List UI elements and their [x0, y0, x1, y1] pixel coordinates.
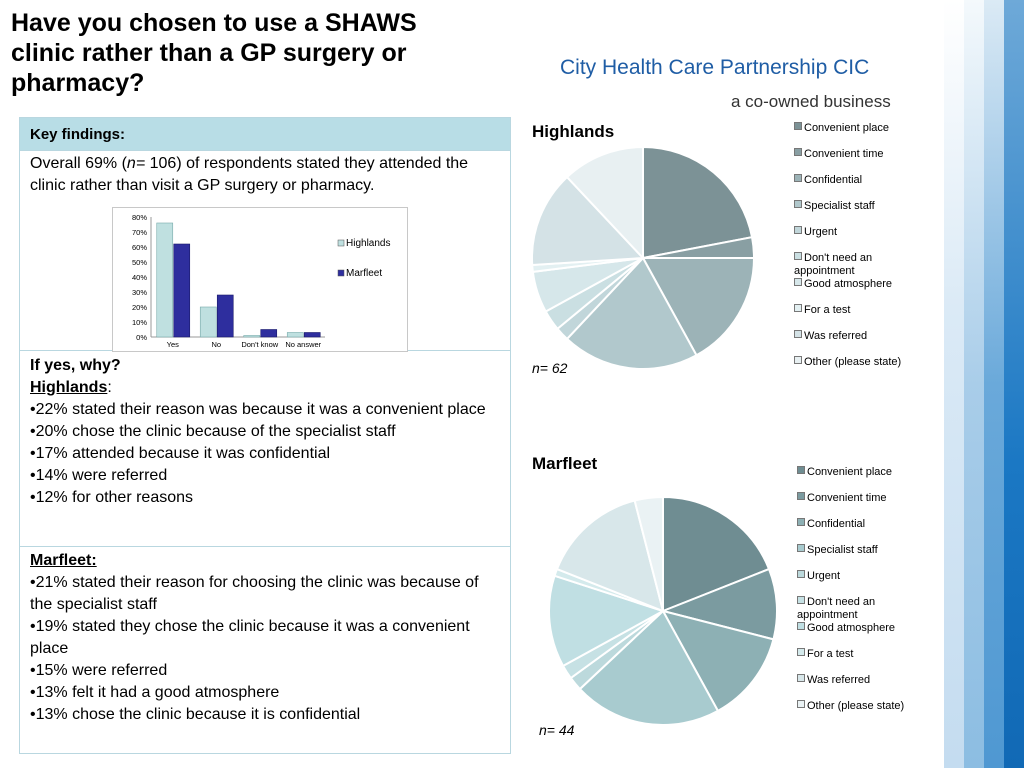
legend-label: Specialist staff [804, 200, 875, 212]
legend-item [797, 700, 927, 713]
key-findings-heading: Key findings: [20, 118, 510, 151]
legend-label: Convenient time [807, 492, 887, 504]
legend-label: Urgent [804, 226, 838, 238]
legend-label: Other (please state) [807, 700, 905, 712]
legend-label: Don't need an appointment [794, 252, 873, 277]
legend-swatch [794, 330, 802, 338]
legend-swatch [797, 492, 805, 500]
legend-swatch [794, 226, 802, 234]
legend-item [797, 466, 927, 479]
legend-label: For a test [807, 648, 854, 660]
n-label-highlands: n= 62 [532, 360, 568, 376]
bar-y-tick-label: 50% [131, 258, 147, 267]
bar-y-tick-label: 20% [131, 303, 147, 312]
legend-item [794, 304, 924, 317]
marfleet-reasons [20, 547, 510, 753]
bar-highlands-no-answer [287, 333, 303, 338]
bar-marfleet-no-answer [304, 333, 320, 338]
bar-legend-swatch [338, 270, 344, 276]
brand-name: City Health Care Partnership CIC [560, 56, 870, 79]
brand-tagline: a co-owned business [731, 92, 891, 111]
legend-label: Good atmosphere [804, 278, 893, 290]
marfleet-point: •15% were referred [30, 662, 168, 679]
legend-item [797, 648, 927, 661]
bar-y-tick-label: 40% [131, 273, 147, 282]
legend-swatch [797, 648, 805, 656]
highlands-point: •22% stated their reason was because it was a convenient place [30, 401, 486, 418]
legend-item [797, 544, 927, 557]
bar-x-tick-label: No [211, 340, 222, 349]
legend-label: Other (please state) [804, 356, 902, 368]
highlands-reasons [20, 351, 510, 547]
pie-chart-highlands [530, 145, 756, 371]
legend-swatch [794, 148, 802, 156]
legend-label: Convenient time [804, 148, 884, 160]
marfleet-point: •19% stated they chose the clinic because it was a convenient place [30, 618, 470, 657]
overall-text-pre: Overall 69% ( [30, 155, 127, 172]
bar-x-tick-label: Yes [166, 340, 179, 349]
legend-item [797, 674, 927, 687]
legend-item [797, 518, 927, 531]
legend-label: Good atmosphere [807, 622, 896, 634]
pie-title-highlands: Highlands [532, 122, 615, 141]
legend-item [794, 148, 924, 161]
legend-item [794, 174, 924, 187]
pie-chart-marfleet [547, 495, 779, 727]
bar-y-tick-label: 60% [131, 243, 147, 252]
bar-highlands-don-t-know [244, 336, 260, 338]
marfleet-point: •21% stated their reason for choosing the clinic was because of the specialist staff [30, 574, 479, 613]
n-label-marfleet: n= 44 [539, 722, 575, 738]
marfleet-point: •13% chose the clinic because it is confidential [30, 706, 361, 723]
bar-legend-label: Marfleet [346, 268, 383, 279]
highlands-heading: Highlands [30, 379, 108, 396]
legend-swatch [797, 700, 805, 708]
decor-stripe-1 [944, 0, 964, 768]
highlands-point: •20% chose the clinic because of the specialist staff [30, 423, 396, 440]
legend-swatch [797, 518, 805, 526]
legend-item [794, 356, 924, 369]
legend-swatch [797, 622, 805, 630]
bar-y-tick-label: 80% [131, 213, 147, 222]
legend-swatch [797, 570, 805, 578]
bar-marfleet-yes [174, 244, 190, 337]
legend-swatch [794, 174, 802, 182]
legend-item [794, 226, 924, 239]
legend-swatch [794, 278, 802, 286]
bar-y-tick-label: 10% [131, 318, 147, 327]
legend-label: Convenient place [807, 466, 893, 478]
legend-label: Don't need an appointment [797, 596, 876, 621]
decor-stripe-3 [984, 0, 1004, 768]
legend-swatch [797, 674, 805, 682]
decor-stripe-4 [1004, 0, 1024, 768]
overall-text-post: 106) of respondents stated they attended the clinic rather than visit a GP surgery or pharmacy. [30, 155, 469, 194]
legend-swatch [794, 304, 802, 312]
legend-swatch [794, 356, 802, 364]
legend-item [797, 596, 927, 622]
legend-item [797, 570, 927, 583]
bar-highlands-no [200, 307, 216, 337]
legend-swatch [794, 252, 802, 260]
bar-highlands-yes [157, 223, 173, 337]
legend-item [797, 622, 927, 635]
legend-swatch [797, 544, 805, 552]
bar-x-tick-label: Don't know [241, 340, 279, 349]
legend-label: Confidential [807, 518, 866, 530]
bar-x-tick-label: No answer [285, 340, 322, 349]
legend-swatch [794, 200, 802, 208]
legend-label: Was referred [804, 330, 868, 342]
legend-swatch [794, 122, 802, 130]
legend-label: Convenient place [804, 122, 890, 134]
bar-y-tick-label: 0% [136, 333, 147, 342]
bar-y-tick-label: 30% [131, 288, 147, 297]
legend-item [794, 278, 924, 291]
bar-marfleet-no [217, 295, 233, 337]
highlands-point: •17% attended because it was confidential [30, 445, 331, 462]
overall-n-label: n= [126, 155, 146, 172]
legend-label: For a test [804, 304, 851, 316]
why-heading: If yes, why? [30, 357, 121, 374]
bar-chart-svg [113, 208, 407, 351]
bar-chart-attendance [112, 207, 408, 352]
highlands-point: •12% for other reasons [30, 489, 194, 506]
legend-item [794, 200, 924, 213]
highlands-point: •14% were referred [30, 467, 168, 484]
bar-legend-swatch [338, 240, 344, 246]
page-title: Have you chosen to use a SHAWS clinic rather than a GP surgery or pharmacy? [11, 9, 417, 97]
marfleet-point: •13% felt it had a good atmosphere [30, 684, 280, 701]
bar-legend-label: Highlands [346, 238, 391, 249]
highlands-heading-colon: : [107, 379, 112, 396]
pie-title-marfleet: Marfleet [532, 454, 598, 473]
bar-marfleet-don-t-know [261, 330, 277, 338]
legend-label: Specialist staff [807, 544, 878, 556]
marfleet-heading: Marfleet: [30, 552, 97, 569]
legend-item [797, 492, 927, 505]
legend-label: Urgent [807, 570, 841, 582]
legend-item [794, 330, 924, 343]
legend-label: Was referred [807, 674, 871, 686]
legend-swatch [797, 596, 805, 604]
legend-item [794, 252, 924, 278]
decor-stripe-2 [964, 0, 984, 768]
legend-swatch [797, 466, 805, 474]
legend-label: Confidential [804, 174, 863, 186]
legend-item [794, 122, 924, 135]
bar-y-tick-label: 70% [131, 228, 147, 237]
